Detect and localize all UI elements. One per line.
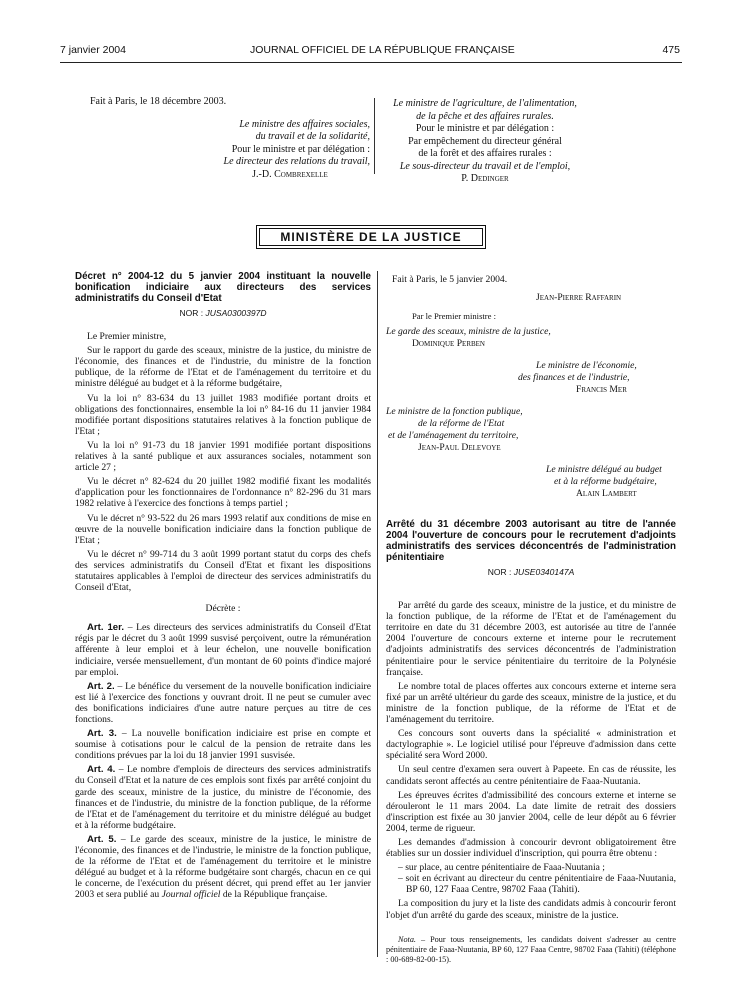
signatory-title: de la réforme de l'Etat [418, 418, 505, 429]
signatory-name: Jean-Paul Delevoye [418, 442, 501, 453]
section-heading: MINISTÈRE DE LA JUSTICE [259, 228, 483, 246]
article-3 [75, 728, 371, 761]
arrete-column [386, 519, 676, 968]
decret-title: Décret n° 2004-12 du 5 janvier 2004 instituant la nouvelle bonification indiciaire aux directeurs des services administratifs du Conseil d'Etat [75, 271, 371, 304]
paragraph: Vu le décret n° 93-522 du 26 mars 1993 relatif aux conditions de mise en œuvre de la nouvelle bonification indiciaire dans la fonction publique de l'Etat ; [75, 512, 371, 546]
signatory-title: du travail et de la solidarité, [255, 131, 370, 142]
article-text: – Les directeurs des services administratifs du Conseil d'Etat régis par le décret du 3 août 1999 susvisé perçoivent, outre la rémunération afférente à leur emploi et à leur échelon, une nouvelle bonification indiciaire, versée mensuellement, d'un montant de 60 points d'indice majoré par emploi. [75, 622, 371, 678]
signatory-name: Alain Lambert [576, 488, 637, 499]
journal-name: Journal officiel [161, 889, 221, 901]
article-text: – Le nombre d'emplois de directeurs des services administratifs du Conseil d'Etat et la nature de ces emplois sont fixés par arrêté conjoint du garde des sceaux, ministre de la justice, du ministre de l'économie, des finances et de l'industrie, du ministre de la fonction publique, de la réforme de l'Etat et de l'aménagement du territoire et du ministre délégué au budget et à la réforme budgétaire. [75, 764, 371, 831]
paragraph: Vu le décret n° 99-714 du 3 août 1999 portant statut du corps des chefs des services administratifs du Conseil d'Etat et fixant les dispositions statutaires applicables à l'emploi de directeur des services administratifs du Conseil d'Etat, [75, 548, 371, 594]
signatory-title: et à la réforme budgétaire, [554, 476, 657, 487]
signatory-title: Le garde des sceaux, ministre de la justice, [386, 326, 551, 337]
signatory-title: des finances et de l'industrie, [518, 372, 630, 383]
article-text: de la République française. [220, 889, 328, 901]
paragraph: Un seul centre d'examen sera ouvert à Papeete. En cas de réussite, les candidats seront affectés au centre pénitentiaire de Faaa-Nuutania. [386, 764, 676, 787]
paragraph: Le Premier ministre, [87, 331, 167, 343]
signatory-title: de la pêche et des affaires rurales. [416, 110, 554, 122]
paragraph: Le nombre total de places offertes aux concours externe et interne sera fixé par un arrêté ultérieur du garde des sceaux, ministre de la justice, et du ministre de la fonction publique, de la réforme de l'Etat et de l'aménagement du territoire. [386, 680, 676, 726]
top-right-signature [380, 98, 590, 186]
article-4 [75, 764, 371, 831]
top-left-signature [90, 96, 370, 181]
arrete-nor [386, 567, 676, 578]
list-item: – soit en écrivant au directeur du centre pénitentiaire de Faaa-Nuutania, BP 60, 127 Faaa Centre, 98702 Faaa (Tahiti). [398, 873, 676, 896]
nota-text: – Pour tous renseignements, les candidats doivent s'adresser au centre pénitentiaire de Faaa-Nuutania, BP 60, 127 Faaa Centre, 98702 Faaa (Tahiti) (téléphone : 00-689-82-00-15). [386, 934, 676, 964]
article-text: – La nouvelle bonification indiciaire est prise en compte et soumise à cotisations pour le calcul de la pension de retraite dans les conditions prévues par la loi du 18 janvier 1991 susvisée. [75, 728, 371, 762]
paragraph: Ces concours sont ouverts dans la spécialité « administration et dactylographie ». Le logiciel utilisé pour l'épreuve d'admission dans cette spécialité sera Word 2000. [386, 728, 676, 762]
column-divider [377, 271, 378, 957]
delegation-line: Par empêchement du directeur général [408, 135, 562, 147]
signatory-name: Dominique Perben [412, 338, 485, 349]
fait-date: Fait à Paris, le 5 janvier 2004. [392, 274, 508, 285]
paragraph: Sur le rapport du garde des sceaux, ministre de la justice, du ministre de l'économie, des finances et de l'industrie, du ministre de la fonction publique, de la réforme de l'Etat et de l'aménagement du territoire et du ministre délégué au budget et à la réforme budgétaire, [75, 345, 371, 390]
nor-code: JUSE0340147A [513, 567, 575, 577]
signatory-title: Le ministre de l'agriculture, de l'alimentation, [393, 98, 577, 109]
delegation-line: de la forêt et des affaires rurales : [418, 148, 552, 159]
signatory-name: Francis Mer [576, 384, 627, 395]
article-2 [75, 681, 371, 725]
fait-date-top: Fait à Paris, le 18 décembre 2003. [90, 96, 227, 107]
signatory-title: Le ministre délégué au budget [546, 464, 662, 475]
section-heading-box [256, 225, 486, 249]
article-text: – Le bénéfice du versement de la nouvelle bonification indiciaire est lié à l'exercice des fonctions y ouvrant droit. Il ne peut se cumuler avec des bonifications indiciaires d'une autre nature perçues au titre de ces fonctions. [75, 680, 371, 725]
article-1 [75, 622, 371, 677]
signatory-title: Le ministre de la fonction publique, [386, 406, 523, 417]
paragraph: Les épreuves écrites d'admissibilité des concours externe et interne se dérouleront le 11 mars 2004. La date limite de retrait des dossiers d'inscription est fixée au 30 janvier 2004, celle de leur dépôt au 6 février 2004, terme de rigueur. [386, 789, 676, 834]
header-title: JOURNAL OFFICIEL DE LA RÉPUBLIQUE FRANÇAISE [250, 44, 515, 56]
decrete-heading: Décrète : [205, 603, 241, 615]
paragraph: Vu la loi n° 91-73 du 18 janvier 1991 modifiée portant dispositions relatives à la santé publique et aux assurances sociales, notamment son article 27 ; [75, 439, 371, 474]
header-rule [60, 62, 682, 63]
signatory-name: Jean-Pierre Raffarin [536, 292, 622, 303]
paragraph: Par arrêté du garde des sceaux, ministre de la justice, et du ministre de la fonction publique, de la réforme de l'Etat et de l'aménagement du territoire en date du 31 décembre 2003, est autorisée au titre de l'année 2004 l'ouverture de concours externe et interne pour le recrutement d'adjoints administratifs des services déconcentrés de l'administration pénitentiaire pour le service pénitentiaire du territoire de la Polynésie française. [386, 600, 676, 678]
decret-signatures [386, 274, 676, 500]
list-item: – sur place, au centre pénitentiaire de Faaa-Nuutania ; [398, 862, 605, 874]
running-header [60, 44, 680, 60]
signatory-name: J.-D. Combrexelle [252, 168, 328, 180]
nota-label: Nota. [398, 934, 416, 944]
paragraph: Vu le décret n° 82-624 du 20 juillet 1982 modifié fixant les modalités d'application pour les fonctionnaires de l'ordonnance n° 82-296 du 31 mars 1982 relative à l'exercice des fonctions à temps partiel ; [75, 476, 371, 510]
article-label: Art. 5. [87, 833, 117, 845]
delegation-line: Pour le ministre et par délégation : [415, 123, 555, 134]
signatory-title: et de l'aménagement du territoire, [388, 430, 519, 441]
signatory-title: Le sous-directeur du travail et de l'emploi, [399, 160, 571, 172]
column-divider [374, 98, 375, 174]
signatory-title: Le ministre des affaires sociales, [239, 118, 370, 130]
paragraph: Les demandes d'admission à concourir devront obligatoirement être établies sur un dossier individuel d'inscription, qui pourra être obtenu : [386, 836, 676, 860]
article-label: Art. 3. [87, 728, 117, 740]
dossier-options-list [386, 862, 676, 895]
delegation-line: Par le Premier ministre : [412, 311, 497, 321]
article-label: Art. 1er. [87, 622, 125, 634]
arrete-title: Arrêté du 31 décembre 2003 autorisant au titre de l'année 2004 l'ouverture de concours pour le recrutement d'adjoints administratifs des services déconcentrés de l'administration pénitentiaire [386, 519, 676, 563]
decret-column [75, 271, 371, 904]
nor-label: NOR : [487, 567, 512, 577]
nota-note [386, 935, 676, 965]
paragraph: Vu la loi n° 83-634 du 13 juillet 1983 modifiée portant droits et obligations des fonctionnaires, ensemble la loi n° 84-16 du 11 janvier 1984 modifiée portant dispositions statutaires relatives à la fonction publique de l'Etat ; [75, 392, 371, 437]
nor-code: JUSA0300397D [205, 308, 267, 318]
article-label: Art. 2. [87, 680, 115, 692]
article-text: – Le garde des sceaux, ministre de la justice, le ministre de l'économie, des finances et de l'industrie, le ministre de la fonction publique, de la réforme de l'Etat et de l'aménagement du territoire et le ministre délégué au budget et à la réforme budgétaire sont chargés, chacun en ce qui le concerne, de l'exécution du présent décret, qui prend effet au 1er janvier 2003 et sera publié au [75, 833, 371, 901]
article-label: Art. 4. [87, 764, 116, 776]
nor-label: NOR : [179, 308, 204, 318]
signatory-title: Le ministre de l'économie, [536, 360, 637, 371]
header-page-number: 475 [662, 44, 680, 56]
signatory-name: P. Dedinger [461, 173, 509, 184]
paragraph: La composition du jury et la liste des candidats admis à concourir feront l'objet d'un arrêté du garde des sceaux, ministre de la justice. [386, 898, 676, 921]
delegation-line: Pour le ministre et par délégation : [231, 143, 370, 155]
decret-nor [75, 308, 371, 319]
header-date: 7 janvier 2004 [60, 44, 126, 56]
article-5 [75, 834, 371, 901]
signatory-title: Le directeur des relations du travail, [223, 156, 370, 167]
